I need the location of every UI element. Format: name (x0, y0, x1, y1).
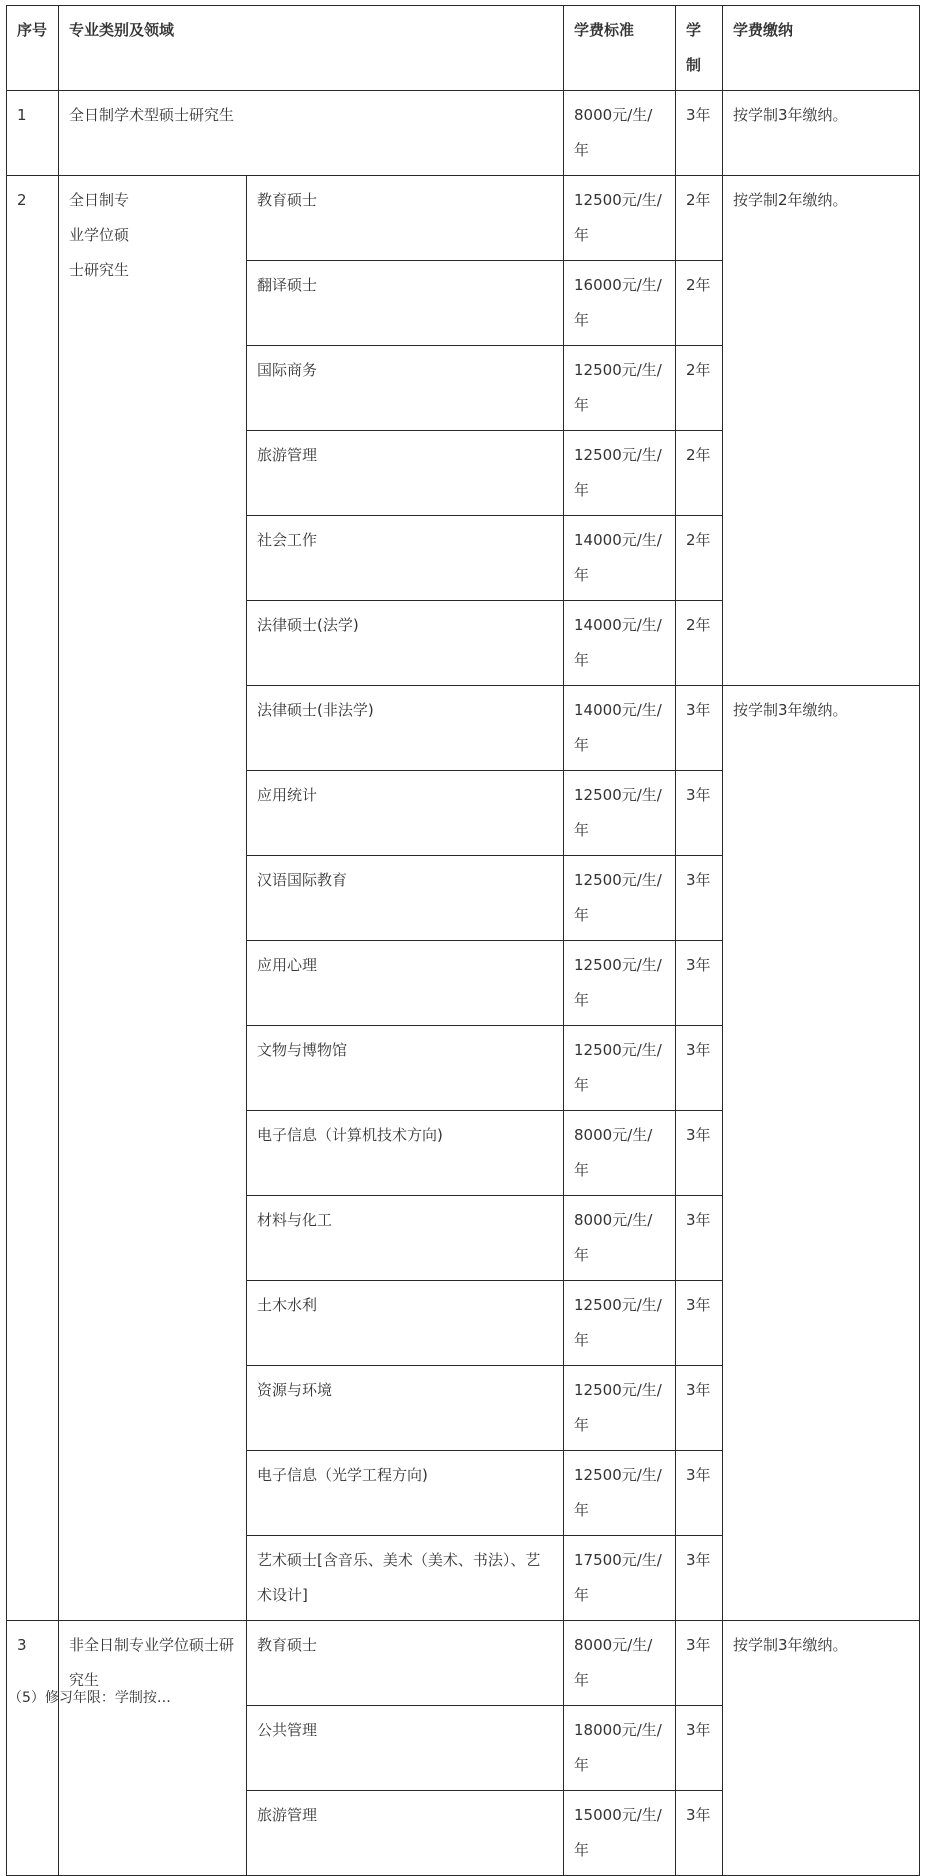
item-name-cell: 材料与化工 (247, 1196, 564, 1281)
seq-cell: 1 (7, 91, 59, 176)
duration-cell: 3年 (676, 1281, 723, 1366)
fee-cell: 8000元/生/年 (564, 1111, 676, 1196)
duration-cell: 3年 (676, 1111, 723, 1196)
fee-cell: 12500元/生/年 (564, 771, 676, 856)
item-name-cell: 电子信息（计算机技术方向) (247, 1111, 564, 1196)
duration-cell: 3年 (676, 856, 723, 941)
item-name-cell: 法律硕士(法学) (247, 601, 564, 686)
header-category: 专业类别及领域 (59, 6, 564, 91)
duration-cell: 3年 (676, 941, 723, 1026)
duration-cell: 2年 (676, 261, 723, 346)
fee-cell: 17500元/生/年 (564, 1536, 676, 1621)
category-cell: 全日制专业学位硕士研究生 (59, 176, 247, 1621)
duration-cell: 3年 (676, 1366, 723, 1451)
duration-cell: 3年 (676, 1536, 723, 1621)
header-duration: 学制 (676, 6, 723, 91)
fee-cell: 12500元/生/年 (564, 1026, 676, 1111)
duration-cell: 3年 (676, 771, 723, 856)
item-name-cell: 社会工作 (247, 516, 564, 601)
item-name-cell: 法律硕士(非法学) (247, 686, 564, 771)
item-name-cell: 土木水利 (247, 1281, 564, 1366)
duration-cell: 3年 (676, 1706, 723, 1791)
duration-cell: 3年 (676, 1026, 723, 1111)
fee-cell: 12500元/生/年 (564, 176, 676, 261)
fee-cell: 14000元/生/年 (564, 516, 676, 601)
duration-cell: 2年 (676, 601, 723, 686)
payment-cell: 按学制2年缴纳。 (723, 176, 920, 686)
duration-cell: 3年 (676, 1451, 723, 1536)
item-name-cell: 艺术硕士[含音乐、美术（美术、书法）、艺术设计] (247, 1536, 564, 1621)
item-name-cell: 旅游管理 (247, 1791, 564, 1876)
item-name-cell: 汉语国际教育 (247, 856, 564, 941)
seq-cell: 3 (7, 1621, 59, 1876)
fee-cell: 12500元/生/年 (564, 856, 676, 941)
duration-cell: 2年 (676, 431, 723, 516)
duration-cell: 2年 (676, 516, 723, 601)
item-name-cell: 电子信息（光学工程方向) (247, 1451, 564, 1536)
duration-cell: 3年 (676, 686, 723, 771)
tuition-table (6, 5, 920, 1876)
fee-cell: 8000元/生/年 (564, 1196, 676, 1281)
item-name-cell: 国际商务 (247, 346, 564, 431)
duration-cell: 3年 (676, 1621, 723, 1706)
item-name-cell: 应用统计 (247, 771, 564, 856)
item-name-cell: 文物与博物馆 (247, 1026, 564, 1111)
item-name-cell: 翻译硕士 (247, 261, 564, 346)
payment-cell: 按学制3年缴纳。 (723, 1621, 920, 1876)
header-row (7, 6, 920, 91)
fee-cell: 12500元/生/年 (564, 1366, 676, 1451)
payment-cell: 按学制3年缴纳。 (723, 91, 920, 176)
fee-cell: 14000元/生/年 (564, 686, 676, 771)
category-cell: 非全日制专业学位硕士研究生 (59, 1621, 247, 1876)
duration-cell: 3年 (676, 1196, 723, 1281)
table-row (7, 176, 920, 261)
header-fee: 学费标准 (564, 6, 676, 91)
item-name-cell: 资源与环境 (247, 1366, 564, 1451)
payment-cell: 按学制3年缴纳。 (723, 686, 920, 1621)
fee-cell: 14000元/生/年 (564, 601, 676, 686)
item-name-cell: 旅游管理 (247, 431, 564, 516)
footnote: （5）修习年限：学制按… (8, 1690, 171, 1706)
fee-cell: 12500元/生/年 (564, 1451, 676, 1536)
fee-cell: 12500元/生/年 (564, 346, 676, 431)
header-seq: 序号 (7, 6, 59, 91)
duration-cell: 2年 (676, 346, 723, 431)
fee-cell: 8000元/生/年 (564, 1621, 676, 1706)
fee-cell: 12500元/生/年 (564, 1281, 676, 1366)
fee-cell: 16000元/生/年 (564, 261, 676, 346)
table-row (7, 91, 920, 176)
item-name-cell: 教育硕士 (247, 176, 564, 261)
duration-cell: 3年 (676, 91, 723, 176)
fee-cell: 12500元/生/年 (564, 941, 676, 1026)
fee-cell: 18000元/生/年 (564, 1706, 676, 1791)
duration-cell: 3年 (676, 1791, 723, 1876)
item-name-cell: 应用心理 (247, 941, 564, 1026)
seq-cell: 2 (7, 176, 59, 1621)
fee-cell: 15000元/生/年 (564, 1791, 676, 1876)
duration-cell: 2年 (676, 176, 723, 261)
fee-cell: 8000元/生/年 (564, 91, 676, 176)
category-cell: 全日制学术型硕士研究生 (59, 91, 564, 176)
header-payment: 学费缴纳 (723, 6, 920, 91)
item-name-cell: 公共管理 (247, 1706, 564, 1791)
item-name-cell: 教育硕士 (247, 1621, 564, 1706)
fee-cell: 12500元/生/年 (564, 431, 676, 516)
